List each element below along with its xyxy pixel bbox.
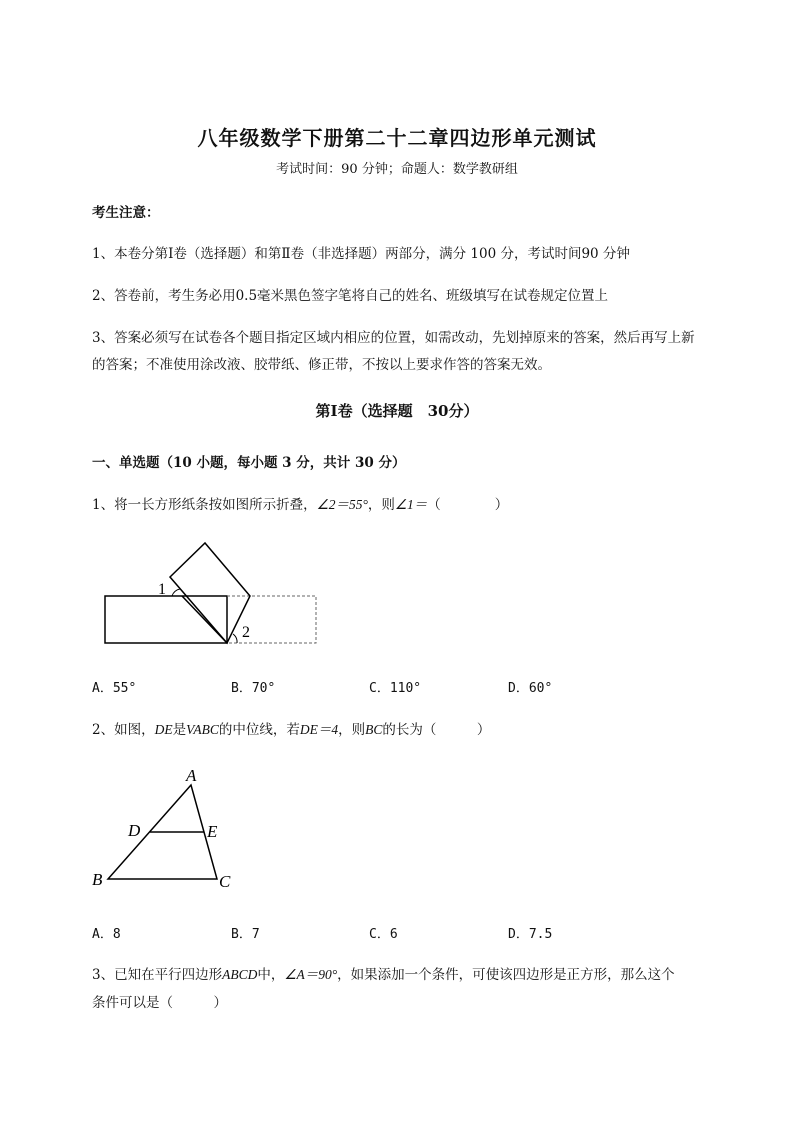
exam-subtitle: 考试时间：90 分钟；命题人：数学教研组 [276,162,518,177]
q2-label-b: B [92,870,103,889]
q2-math-de-value: DE＝4 [299,722,339,737]
question-3-text [92,963,675,983]
q2-option-b[interactable]: B．7 [231,927,260,942]
q2-label-d: D [128,821,141,840]
part-heading: 一、单选题（10 小题，每小题 3 分，共计 30 分） [92,455,406,471]
q3-math-abcd: ABCD [222,967,258,982]
note-item-2: 2、答卷前，考生务必用0.5毫米黑色签字笔将自己的姓名、班级填写在试卷规定位置上 [92,288,609,304]
q2-math-triangle: VABC [186,722,219,737]
note-item-3-line-1: 3、答案必须写在试卷各个题目指定区域内相应的位置，如需改动，先划掉原来的答案，然后再写上新 [92,330,695,346]
q2-option-c[interactable]: C．6 [369,927,398,942]
q2-label-a: A [186,766,197,785]
q1-option-b[interactable]: B．70° [231,681,276,696]
note-item-1: 1、本卷分第Ⅰ卷（选择题）和第Ⅱ卷（非选择题）两部分，满分 100 分，考试时间90 分钟 [92,246,630,262]
q2-math-de: DE [154,722,173,737]
q2-option-a[interactable]: A．8 [92,927,121,942]
q1-label-2: 2 [242,624,250,641]
notes-heading: 考生注意： [92,205,160,221]
q2-label-c: C [219,872,231,891]
q1-option-c[interactable]: C．110° [369,681,422,696]
q1-text-b: ，则 [367,497,395,513]
question-3-text-line-2: 条件可以是（ ） [92,995,227,1011]
q3-math-angle-a: ∠A＝90° [284,967,338,982]
q1-text-c: （ ） [427,497,509,513]
q2-option-d[interactable]: D．7.5 [508,927,553,942]
q1-label-1: 1 [158,581,166,598]
q2-text-b: 是 [172,722,187,738]
q1-option-d[interactable]: D．60° [508,681,553,696]
note-item-3-line-2: 的答案；不准使用涂改液、胶带纸、修正带，不按以上要求作答的答案无效。 [92,357,551,373]
q3-text-b: 中， [257,967,285,983]
q2-label-e: E [207,822,218,841]
q2-text-d: ，则 [338,722,366,738]
q1-math-angle2: ∠2＝55° [316,497,368,512]
q3-text-a: 3、已知在平行四边形 [92,967,223,983]
section-title: 第Ⅰ卷（选择题 30分） [315,402,479,420]
q2-text-a: 2、如图， [92,722,155,738]
q1-text-a: 1、将一长方形纸条按如图所示折叠， [92,497,317,513]
q2-text-e: 的长为（ ） [382,722,491,738]
q1-option-a[interactable]: A．55° [92,681,137,696]
q2-math-bc: BC [365,722,383,737]
q2-text-c: 的中位线，若 [218,722,300,738]
page-title: 八年级数学下册第二十二章四边形单元测试 [197,126,597,150]
q1-math-angle1: ∠1＝ [394,497,428,512]
q3-text-c: ，如果添加一个条件，可使该四边形是正方形，那么这个 [337,967,675,983]
